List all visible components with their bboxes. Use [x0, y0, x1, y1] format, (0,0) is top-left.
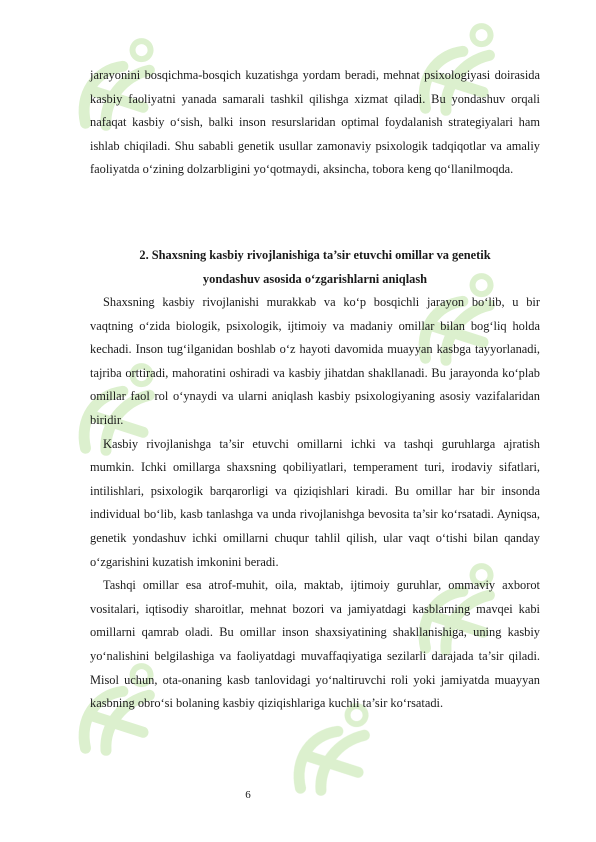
paragraph-intro: jarayonini bosqichma-bosqich kuzatishga yordam beradi, mehnat psixologiyasi doirasida kasbiy faoliyatni yanada samarali tashkil qilishga xizmat qiladi. Bu yondashuv orqali nafaqat kasbiy o‘sish, balki inson resurslaridan optimal foydalanish strategiyalari ham ishlab chiqiladi. Shu sababli genetik usullar zamonaviy psixologik tadqiqotlar va amaliy faoliyatda o‘zining dolzarbligini yo‘qotmaydi, aksincha, tobora keng qo‘llanilmoqda.: [90, 68, 540, 177]
page-number: 6: [245, 789, 251, 801]
body-paragraph-block: [90, 291, 540, 716]
paragraph-1: Shaxsning kasbiy rivojlanishi murakkab va ko‘p bosqichli jarayon bo‘lib, u bir vaqtning o‘zida biologik, psixologik, ijtimoiy va madaniy omillar bilan bog‘liq holda kechadi. Inson tug‘ilganidan boshlab o‘z hayoti davomida muayyan kasbga tayyorlanadi, tajriba orttiradi, mahoratini oshiradi va kasbiy jihatdan shakllanadi. Bu jarayonda ko‘plab omillar faol rol o‘ynaydi va ularni aniqlash kasbiy psixologiyaning asosiy vazifalaridan biridir.: [90, 295, 540, 427]
section-heading-line-2: yondashuv asosida o‘zgarishlarni aniqlash: [202, 271, 428, 286]
paragraph-3: Tashqi omillar esa atrof-muhit, oila, maktab, ijtimoiy guruhlar, ommaviy axborot vositalari, iqtisodiy sharoitlar, mehnat bozori va jamiyatdagi kasblarning mavqei kabi omillarni qamrab oladi. Bu omillar inson shaxsiyatining shakllanishiga, uning kasbiy yo‘nalishini belgilashiga va faoliyatdagi muvaffaqiyatiga sezilarli darajada ta’sir qiladi. Misol uchun, ota-onaning kasb tanlovidagi yo‘naltiruvchi roli yoki jamiyatda muayyan kasbning obro‘si bolaning kasbiy qiziqishlariga kuchli ta’sir ko‘rsatadi.: [90, 578, 540, 711]
section-heading: [90, 244, 540, 291]
section-heading-line-1: 2. Shaxsning kasbiy rivojlanishiga ta’sir etuvchi omillar va genetik: [139, 248, 491, 262]
intro-paragraph-block: [90, 64, 540, 182]
paragraph-2: Kasbiy rivojlanishga ta’sir etuvchi omillarni ichki va tashqi guruhlarga ajratish mumkin. Ichki omillarga shaxsning qobiliyatlari, temperament turi, irodaviy sifatlari, intilishlari, psixologik barqarorligi va qiziqishlari kiradi. Bu omillar har bir insonda individual bo‘lib, kasb tanlashga va unda rivojlanishga bevosita ta’sir ko‘rsatadi. Ayniqsa, genetik yondashuv ichki omillarni chuqur tahlil qilish, ular vaqt o‘tishi bilan qanday o‘zgarishini kuzatish imkonini beradi.: [90, 436, 540, 569]
